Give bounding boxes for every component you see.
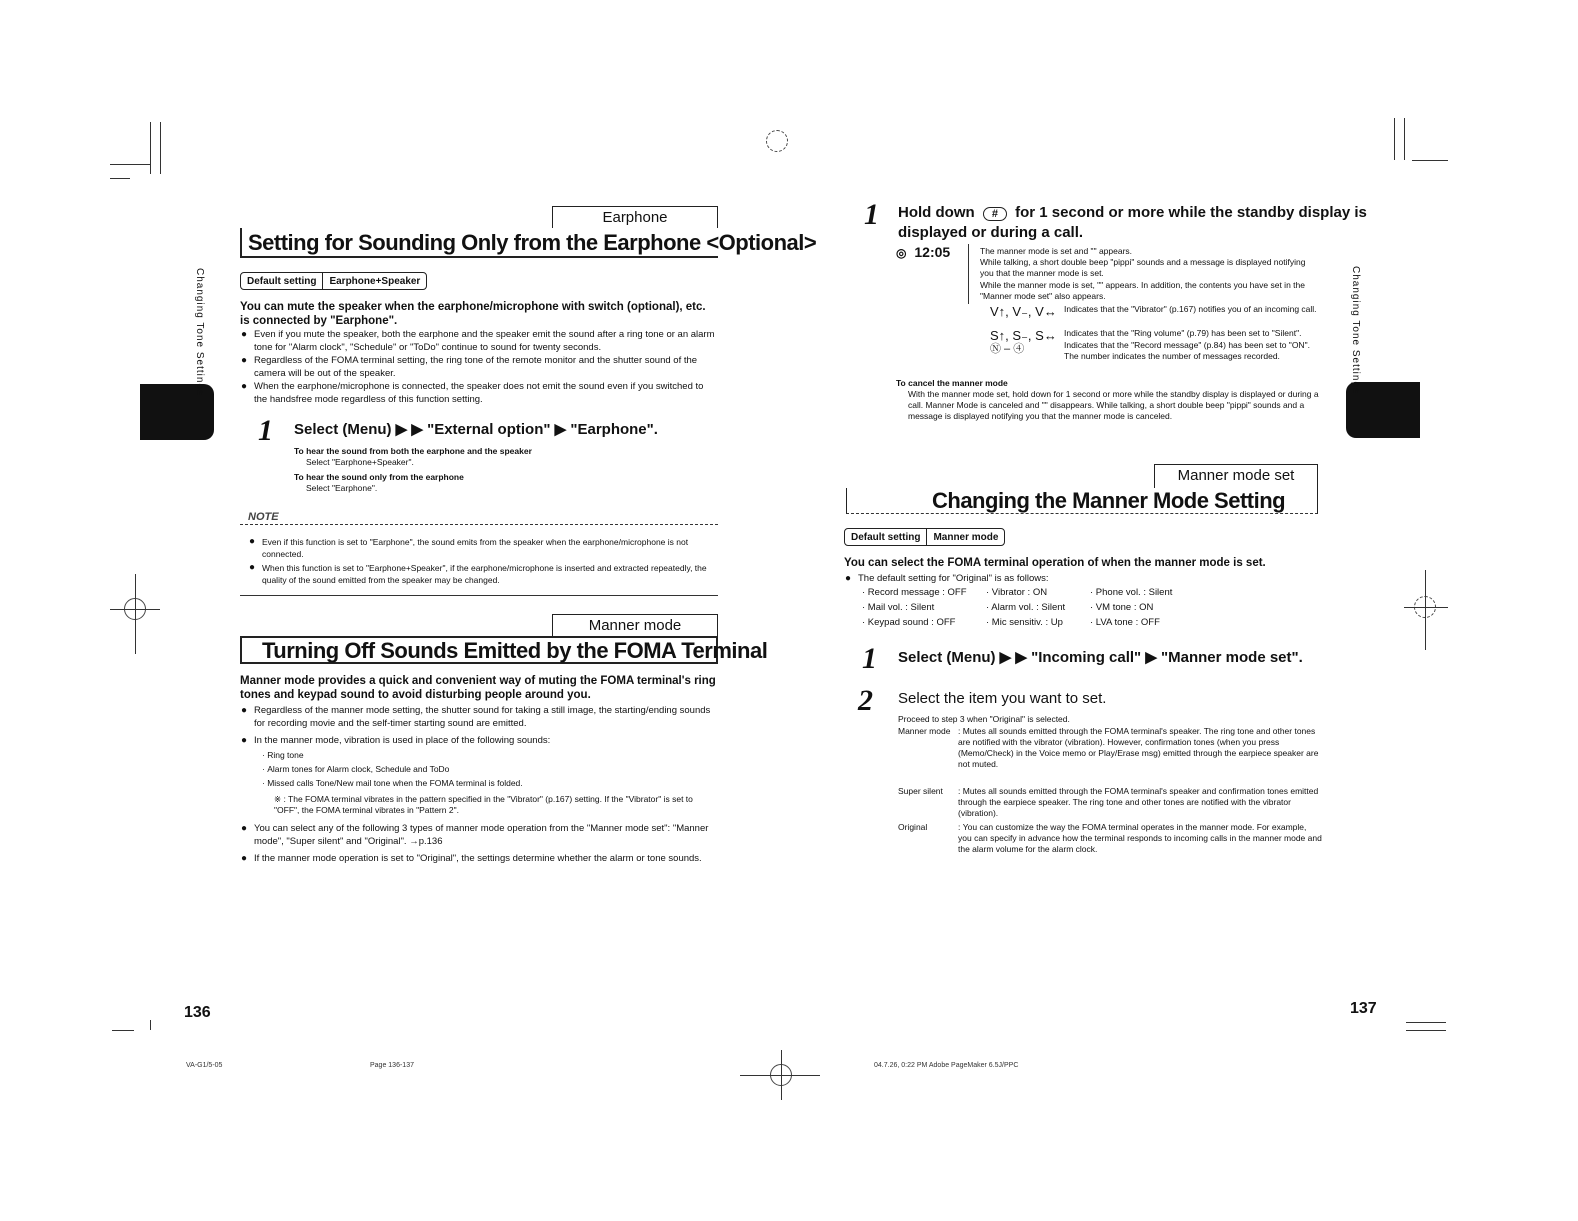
default-setting-label: Default setting [851,531,921,543]
section-title: Setting for Sounding Only from the Earphone <Optional> [248,230,817,255]
crop-mark [110,178,130,179]
intro-text: Manner mode provides a quick and convenient way of muting the FOMA terminal's ring tones and keypad sound to avoid disturbing people around you. [240,675,716,701]
hash-key-icon: # [983,207,1007,221]
step-number: 1 [864,198,879,231]
proceed-note: Proceed to step 3 when "Original" is selected. [898,714,1070,724]
bullet-item: ● Regardless of the FOMA terminal setting, the ring tone of the remote monitor and the shutter sound of the camera will be out of the speaker. [254,354,718,380]
bullet-item: ● The default setting for "Original" is as follows: [858,572,1318,585]
mode-description: : Mutes all sounds emitted through the FOMA terminal's speaker and confirmation tones emitted through the earpiece speaker. The ring tone and other tones are notified with the vibrator (vibration). [958,786,1319,818]
ring-volume-icons: S↑, S₋, S↔ [990,328,1057,343]
default-setting-value: Earphone+Speaker [322,273,426,289]
footer-slug: VA-G1/5-05 [186,1062,223,1069]
side-label: Changing Tone Settings [1350,266,1361,395]
crop-mark [1412,160,1448,161]
bullet-item: ● Even if you mute the speaker, both the earphone and the speaker emit the sound after a ring tone or an alarm tone for "Alarm clock", "Schedule" or "ToDo" continue to sound for twenty seconds. [254,328,718,354]
step-number: 1 [862,642,877,675]
divider [968,244,969,304]
standby-display-icon [896,244,968,268]
step-number: 1 [258,414,273,447]
table-cell: · Alarm vol. : Silent [986,602,1066,613]
section-title: Changing the Manner Mode Setting [932,488,1286,513]
section-title: Turning Off Sounds Emitted by the FOMA Terminal [262,638,768,663]
crop-mark [150,122,151,174]
icon-description: Indicates that the "Vibrator" (p.167) notifies you of an incoming call. [1064,304,1317,314]
default-setting-label: Default setting [247,275,317,287]
cancel-heading: To cancel the manner mode [896,378,1008,388]
page-number: 137 [1350,1000,1377,1017]
bullet-item: ● If the manner mode operation is set to "Original", the settings determine whether the alarm or tone sounds. [254,852,718,865]
side-label: Changing Tone Settings [194,268,205,397]
intro-text: You can select the FOMA terminal operation of when the manner mode is set. [844,557,1266,569]
list-note: ※ : The FOMA terminal vibrates in the pattern specified in the "Vibrator" (p.167) setting. If the "Vibrator" is set to "OFF", the FOMA terminal vibrates in "Pattern 2". [274,794,693,815]
registration-mark [766,130,788,152]
bullet-item: ● When the earphone/microphone is connected, the speaker does not emit the sound even if you switched to the handsfree mode regardless of this function setting. [254,380,718,406]
step-instruction: Hold down # for 1 second or more while the standby display is [898,204,1367,221]
crop-mark [160,122,161,174]
step-number: 2 [858,684,873,717]
vibrator-icons: V↑, V₋, V↔ [990,304,1057,319]
crop-mark [1406,1030,1446,1031]
record-message-icons: Ⓝ – ④ [990,343,1025,355]
icon-row [990,304,1320,330]
default-setting-badge [240,272,427,290]
default-settings-table [862,586,1322,630]
table-cell: · Mail vol. : Silent [862,602,935,613]
step-instruction: Select the item you want to set. [898,690,1107,707]
icon-description: Indicates that the "Ring volume" (p.79) has been set to "Silent". [1064,328,1302,338]
icon-description: Indicates that the "Record message" (p.84) has been set to "ON". The number indicates the number of messages recorded. [1064,340,1310,361]
title-rule [240,256,718,258]
crop-mark [1425,570,1426,650]
note-label: NOTE [248,511,279,523]
step-description: While the manner mode is set, "" appears. In addition, the contents you have set in the "Manner mode set" also appears. [980,280,1305,301]
crop-mark [150,1020,151,1030]
intro-text: You can mute the speaker when the earphone/microphone with switch (optional), etc. is connected by "Earphone". [240,301,706,327]
section-tag: Earphone [552,206,718,228]
default-setting-value: Manner mode [926,529,1004,545]
footer-page-range: Page 136-137 [370,1062,414,1069]
manner-mode-icon: ◎ [896,246,907,260]
sub-heading: To hear the sound only from the earphone [294,472,464,482]
mode-description: : You can customize the way the FOMA terminal operates in the manner mode. For example, you can specify in advance how the terminal responds to incoming calls in the manner mode and the alarm volume for the alarm clock. [958,822,1322,854]
step-description: The manner mode is set and "" appears. [980,246,1133,256]
crop-mark [1404,607,1448,608]
list-item: · Alarm tones for Alarm clock, Schedule and ToDo [262,764,450,774]
list-item: · Ring tone [262,750,304,760]
clock-display: 12:05 [914,244,951,260]
bullet-item: ● You can select any of the following 3 types of manner mode operation from the "Manner mode set": "Manner mode", "Super silent" and "Original". →p.136 [254,822,718,848]
bullet-item: ● In the manner mode, vibration is used in place of the following sounds: [254,734,718,747]
crop-mark [135,574,136,654]
crop-mark [1404,118,1405,160]
list-item: · Missed calls Tone/New mail tone when the FOMA terminal is folded. [262,778,523,788]
icon-row [990,340,1320,376]
crop-mark [110,164,150,165]
crop-mark [112,1030,134,1031]
table-cell: · Vibrator : ON [986,587,1048,598]
step-description: While talking, a short double beep "pippi" sounds and a message is displayed notifying you that the manner mode is set. [980,257,1306,278]
table-cell: · VM tone : ON [1090,602,1154,613]
table-cell: · Record message : OFF [862,587,967,598]
crop-mark [1406,1022,1446,1023]
mode-name: Original [898,822,928,832]
step-instruction: Select (Menu) ▶ ▶ "External option" ▶ "Earphone". [294,421,658,438]
table-cell: · LVA tone : OFF [1090,617,1160,628]
sub-text: Select "Earphone+Speaker". [306,457,414,467]
footer-timestamp: 04.7.26, 0:22 PM Adobe PageMaker 6.5J/PPC [874,1062,1019,1069]
cancel-body: With the manner mode set, hold down for 1 second or more while the standby display is displayed or during a call. Manner Mode is canceled and "" disappears. While talking, a short double beep "pippi" sounds and a message is displayed notifying you that the manner mode is canceled. [908,389,1319,421]
title-rule [240,228,242,256]
table-cell: · Keypad sound : OFF [862,617,956,628]
mode-description: : Mutes all sounds emitted through the FOMA terminal's speaker. The ring tone and other tones are notified with the vibrator (vibration). However, confirmation tones (when you press (Memo/Check) in the Voice memo or Play/Erase msg) emitted through the earpiece speaker are not muted. [958,726,1319,769]
bullet-item: ● Regardless of the manner mode setting, the shutter sound for taking a still image, the starting/ending sounds for recording movie and the self-timer starting sound are emitted. [254,704,718,730]
step-instruction-cont: displayed or during a call. [898,224,1084,241]
step-instruction: Select (Menu) ▶ ▶ "Incoming call" ▶ "Manner mode set". [898,649,1303,666]
sub-heading: To hear the sound from both the earphone and the speaker [294,446,532,456]
section-tag: Manner mode set [1154,464,1318,488]
section-tag: Manner mode [552,614,718,636]
crop-mark [740,1075,820,1076]
sub-text: Select "Earphone". [306,483,378,493]
mode-name: Super silent [898,786,943,796]
page-number: 136 [184,1004,211,1021]
default-setting-badge [844,528,1005,546]
table-cell: · Phone vol. : Silent [1090,587,1173,598]
note-item: ● When this function is set to "Earphone+Speaker", if the earphone/microphone is inserted and extracted repeatedly, the quality of the sound emitted from the speaker may be changed. [262,562,714,586]
table-cell: · Mic sensitiv. : Up [986,617,1063,628]
crop-mark [1394,118,1395,160]
mode-name: Manner mode [898,726,951,736]
note-item: ● Even if this function is set to "Earphone", the sound emits from the speaker when the earphone/microphone is not connected. [262,536,714,560]
crop-mark [110,609,160,610]
